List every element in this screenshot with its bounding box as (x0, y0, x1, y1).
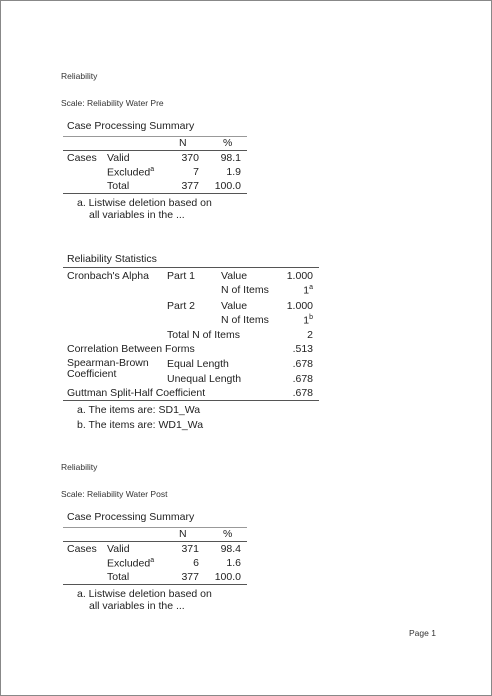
stat-label-unequal: Unequal Length (167, 373, 242, 385)
table-title: Reliability Statistics (67, 253, 157, 265)
table-rule (63, 136, 247, 137)
footnote: all variables in the ... (89, 209, 185, 221)
page-number: Page 1 (409, 628, 436, 638)
stat-label-items: N of Items (221, 314, 269, 326)
stat-label-guttman: Guttman Split-Half Coefficient (67, 387, 206, 399)
table-cell-n: 370 (181, 152, 199, 164)
table-row-label: Total (107, 180, 130, 192)
stat-label-cronbach: Cronbach's Alpha (67, 270, 149, 282)
table-cell-n: 377 (181, 571, 199, 583)
stat-value: .513 (292, 343, 313, 355)
stat-label-part1: Part 1 (167, 270, 196, 282)
row-group-label: Cases (67, 543, 97, 555)
table-row-label: Valid (107, 543, 130, 555)
column-header-n: N (179, 137, 187, 149)
table-rule (63, 150, 247, 151)
table-cell-percent: 100.0 (214, 180, 241, 192)
column-header-n: N (179, 528, 187, 540)
stat-value: 1$^b$ (303, 314, 313, 327)
table-rule (63, 541, 247, 542)
table-rule (63, 267, 319, 268)
table-title: Case Processing Summary (67, 511, 195, 523)
scale-title: Scale: Reliability Water Pre (61, 98, 164, 108)
table-row-label: Excluded$^a$ (107, 166, 155, 179)
table-cell-percent: 100.0 (214, 571, 241, 583)
table-rule (63, 193, 247, 194)
section-heading: Reliability (61, 462, 98, 472)
stat-label-equal: Equal Length (167, 358, 229, 370)
stat-label-items: N of Items (221, 284, 269, 296)
stat-label-correlation: Correlation Between Forms (67, 343, 195, 355)
table-cell-n: 371 (181, 543, 199, 555)
table-row-label: Valid (107, 152, 130, 164)
table-cell-percent: 98.1 (220, 152, 241, 164)
table-row-label: Excluded$^a$ (107, 557, 155, 570)
footnote: a. The items are: SD1_Wa (77, 404, 201, 416)
table-rule (63, 527, 247, 528)
footnote-marker: a (150, 557, 155, 564)
stat-value: .678 (292, 358, 313, 370)
footnote: b. The items are: WD1_Wa (77, 419, 204, 431)
footnote-marker: a (309, 284, 313, 291)
footnote: all variables in the ... (89, 600, 185, 612)
footnote: a. Listwise deletion based on (77, 588, 212, 600)
stat-label-total-items: Total N of Items (167, 329, 240, 341)
table-title: Case Processing Summary (67, 120, 195, 132)
table-cell-n: 6 (193, 557, 199, 569)
table-row-label: Total (107, 571, 130, 583)
column-header-percent: % (223, 528, 233, 540)
table-rule (63, 400, 319, 401)
stat-value: 2 (307, 329, 313, 341)
footnote: a. Listwise deletion based on (77, 197, 212, 209)
column-header-percent: % (223, 137, 233, 149)
table-cell-n: 7 (193, 166, 199, 178)
stat-value: .678 (292, 387, 313, 399)
table-cell-n: 377 (181, 180, 199, 192)
scale-title: Scale: Reliability Water Post (61, 489, 168, 499)
table-cell-percent: 1.9 (226, 166, 241, 178)
stat-value: 1.000 (286, 300, 313, 312)
footnote-marker: a (150, 166, 155, 173)
stat-label-value: Value (221, 270, 248, 282)
table-cell-percent: 98.4 (220, 543, 241, 555)
stat-value: .678 (292, 373, 313, 385)
stat-value: 1$^a$ (303, 284, 313, 297)
section-heading: Reliability (61, 71, 98, 81)
stat-label-value: Value (221, 300, 248, 312)
footnote-marker: b (309, 314, 313, 321)
table-cell-percent: 1.6 (226, 557, 241, 569)
stat-label-part2: Part 2 (167, 300, 196, 312)
table-rule (63, 584, 247, 585)
stat-label-spearman: Coefficient (67, 368, 117, 380)
row-group-label: Cases (67, 152, 97, 164)
stat-label-spearman: Spearman-Brown (67, 357, 149, 369)
stat-value: 1.000 (286, 270, 313, 282)
